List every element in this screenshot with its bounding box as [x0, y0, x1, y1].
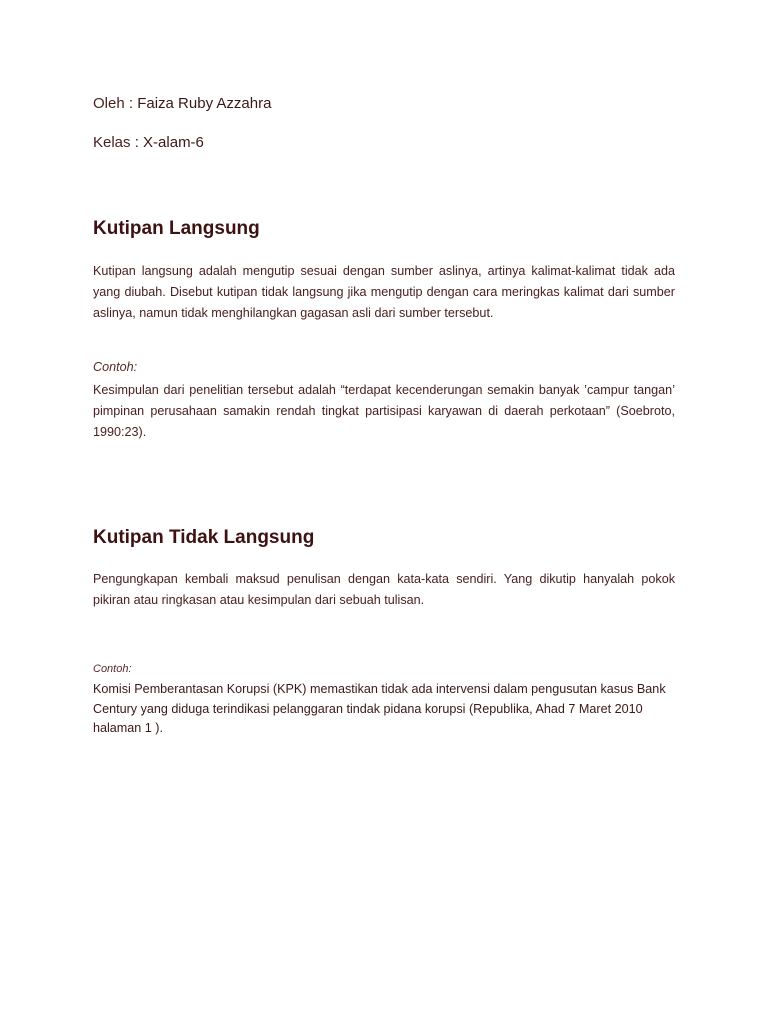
author-separator: :: [124, 95, 138, 112]
class-value: X-alam-6: [143, 134, 204, 151]
example-label-kutipan-tidak-langsung: Contoh:: [93, 663, 132, 675]
example-text-kutipan-tidak-langsung: Komisi Pemberantasan Korupsi (KPK) memastikan tidak ada intervensi dalam pengusutan kasus Bank Century yang diduga terindikasi pelanggaran tindak pidana korupsi (Republika, Ahad 7 Maret 2010 halaman 1 ).: [93, 682, 666, 735]
author-line: [93, 95, 271, 112]
example-label-kutipan-langsung: Contoh:: [93, 360, 138, 374]
section-paragraph-kutipan-langsung: Kutipan langsung adalah mengutip sesuai dengan sumber aslinya, artinya kalimat-kalimat tidak ada yang diubah. Disebut kutipan tidak langsung jika mengutip dengan cara meringkas kalimat dari sumber aslinya, namun tidak menghilangkan gagasan asli dari sumber tersebut.: [93, 264, 675, 320]
author-name: Faiza Ruby Azzahra: [137, 95, 272, 112]
author-label: Oleh: [93, 95, 125, 112]
class-line: [93, 134, 204, 151]
class-separator: :: [130, 134, 144, 151]
section-title-kutipan-langsung: Kutipan Langsung: [93, 218, 260, 239]
example-text-kutipan-langsung: Kesimpulan dari penelitian tersebut adalah “terdapat kecenderungan semakin banyak ’campur tangan’ pimpinan perusahaan samakin rendah tingkat partisipasi karyawan di daerah perkotaan” (Soebroto, 1990:23).: [93, 383, 675, 439]
section-title-kutipan-tidak-langsung: Kutipan Tidak Langsung: [93, 527, 315, 548]
section-paragraph-kutipan-tidak-langsung: Pengungkapan kembali maksud penulisan dengan kata-kata sendiri. Yang dikutip hanyalah pokok pikiran atau ringkasan atau kesimpulan dari sebuah tulisan.: [93, 572, 675, 607]
class-label: Kelas: [93, 134, 131, 151]
